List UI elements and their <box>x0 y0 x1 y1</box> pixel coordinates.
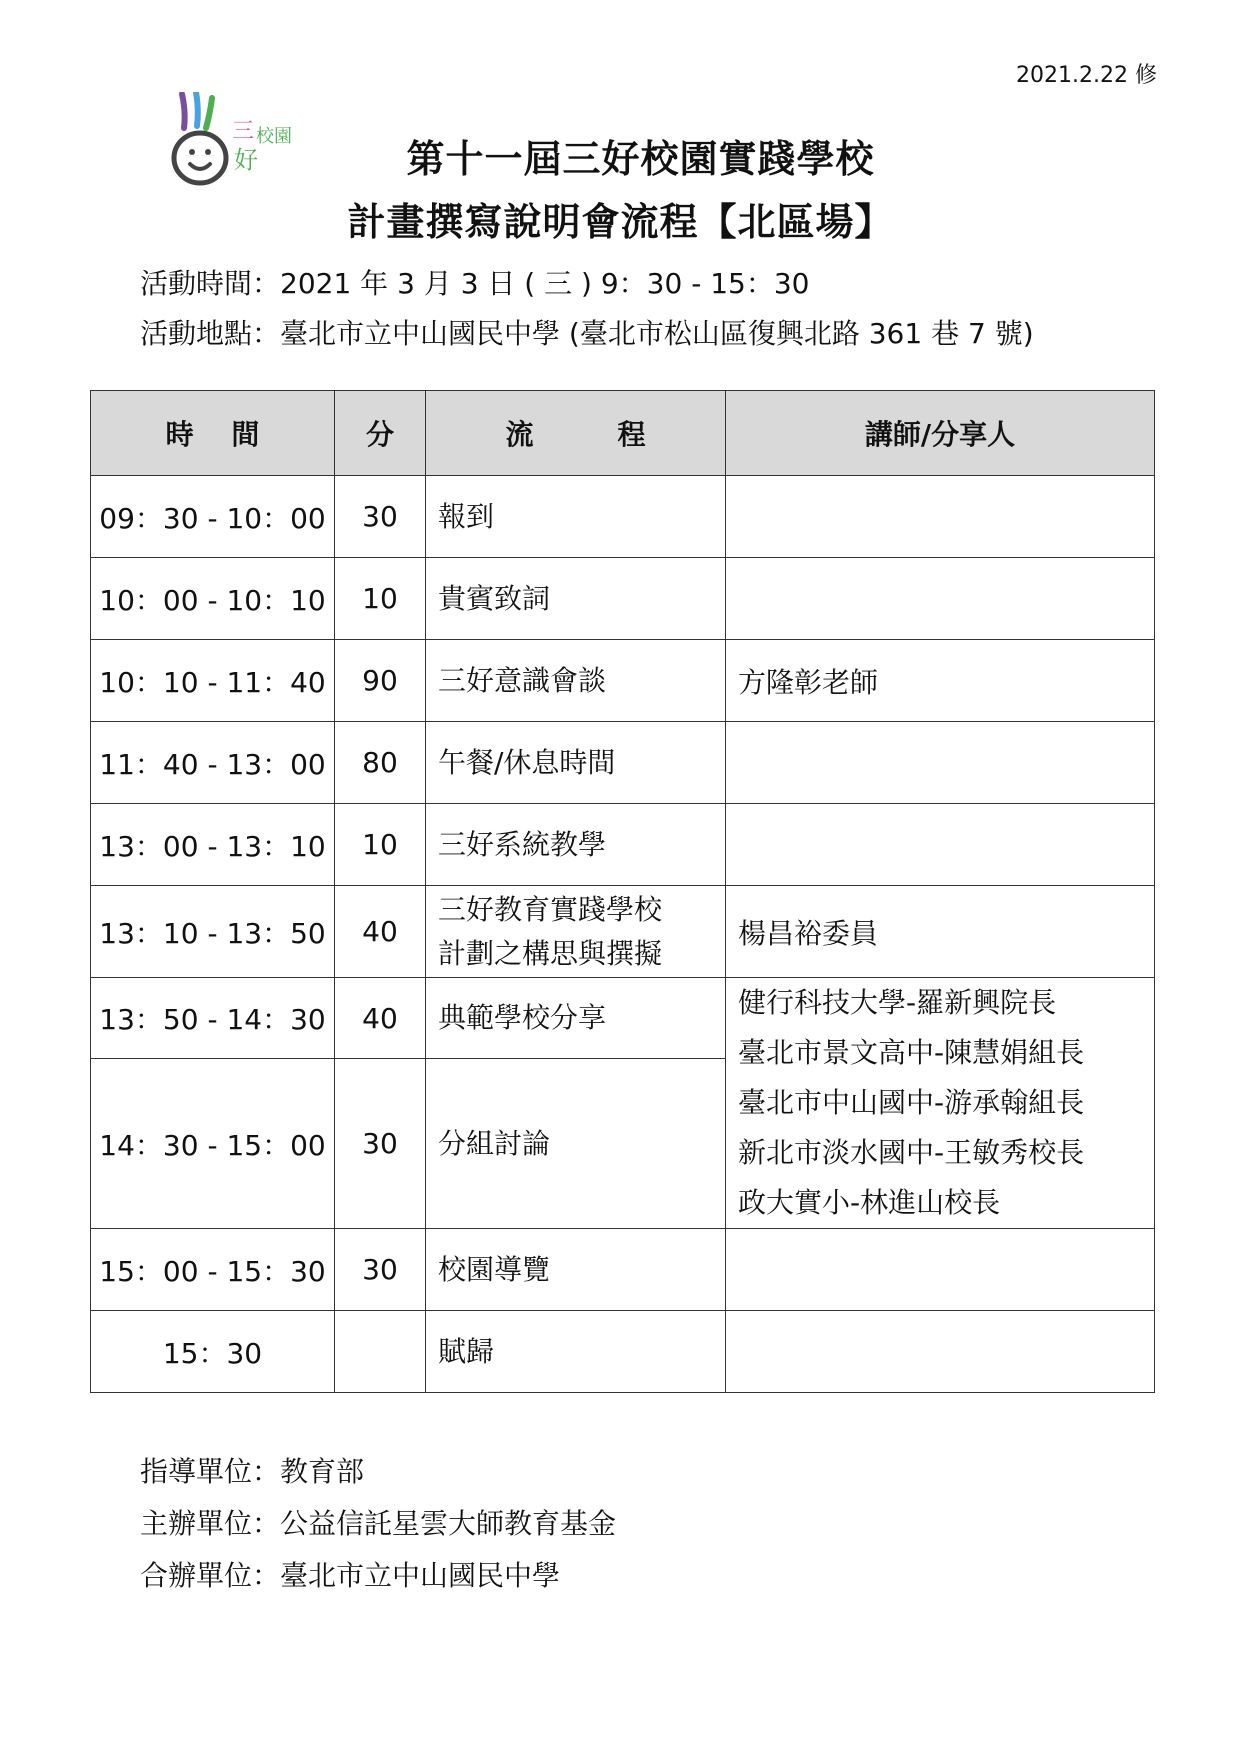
guide-unit <box>140 1450 364 1490</box>
event-place-value: 臺北市立中山國民中學 (臺北市松山區復興北路 361 巷 7 號) <box>280 317 1034 350</box>
row-minutes: 30 <box>335 1059 426 1229</box>
table-row <box>91 886 1155 978</box>
row-time: 10：00 - 10：10 <box>91 558 335 640</box>
row-flow: 三好意識會談 <box>426 640 726 722</box>
cohost-unit-value: 臺北市立中山國民中學 <box>280 1559 561 1592</box>
row-time: 14：30 - 15：00 <box>91 1059 335 1229</box>
row-minutes: 90 <box>335 640 426 722</box>
row-speaker: 楊昌裕委員 <box>726 886 1155 978</box>
row-speaker <box>726 722 1155 804</box>
row-speaker <box>726 476 1155 558</box>
table-row <box>91 722 1155 804</box>
row-flow-line2: 計劃之構思與撰擬 <box>438 936 663 970</box>
row-minutes: 30 <box>335 476 426 558</box>
row-flow <box>426 886 726 978</box>
row-minutes <box>335 1311 426 1393</box>
speaker-line: 健行科技大學-羅新興院長 <box>738 986 1057 1019</box>
row-speaker <box>726 1311 1155 1393</box>
row-flow: 典範學校分享 <box>426 978 726 1059</box>
speaker-line: 新北市淡水國中-王敏秀校長 <box>738 1136 1085 1169</box>
row-time: 13：50 - 14：30 <box>91 978 335 1059</box>
row-time: 15：00 - 15：30 <box>91 1229 335 1311</box>
row-speaker <box>726 804 1155 886</box>
row-speaker <box>726 558 1155 640</box>
row-minutes: 40 <box>335 886 426 978</box>
guide-unit-value: 教育部 <box>280 1455 365 1488</box>
host-unit <box>140 1502 616 1542</box>
speaker-line: 臺北市中山國中-游承翰組長 <box>738 1086 1085 1119</box>
table-row <box>91 640 1155 722</box>
table-row <box>91 804 1155 886</box>
row-time: 15：30 <box>91 1311 335 1393</box>
row-time: 09：30 - 10：00 <box>91 476 335 558</box>
header-flow: 流 程 <box>426 391 726 476</box>
row-minutes: 10 <box>335 804 426 886</box>
row-time: 13：00 - 13：10 <box>91 804 335 886</box>
schedule-table <box>90 390 1155 1393</box>
speaker-line: 政大實小-林進山校長 <box>738 1186 1001 1219</box>
row-minutes: 10 <box>335 558 426 640</box>
row-time: 10：10 - 11：40 <box>91 640 335 722</box>
row-minutes: 40 <box>335 978 426 1059</box>
row-flow: 校園導覽 <box>426 1229 726 1311</box>
row-minutes: 30 <box>335 1229 426 1311</box>
row-speaker <box>726 1229 1155 1311</box>
guide-unit-label: 指導單位： <box>140 1455 281 1488</box>
event-time <box>140 262 809 302</box>
row-flow: 分組討論 <box>426 1059 726 1229</box>
page-title-line1: 第十一屆三好校園實踐學校 <box>406 137 875 181</box>
cohost-unit <box>140 1554 560 1594</box>
page-title-line2: 計畫撰寫說明會流程【北區場】 <box>347 200 894 244</box>
revision-date: 2021.2.22 修 <box>1016 63 1157 88</box>
event-time-value: 2021 年 3 月 3 日 ( 三 ) 9：30 - 15：30 <box>280 267 810 300</box>
row-flow-line1: 三好教育實踐學校 <box>438 892 663 926</box>
row-flow: 三好系統教學 <box>426 804 726 886</box>
row-flow: 報到 <box>426 476 726 558</box>
table-row <box>91 978 1155 1059</box>
row-time: 13：10 - 13：50 <box>91 886 335 978</box>
row-flow: 貴賓致詞 <box>426 558 726 640</box>
row-flow: 午餐/休息時間 <box>426 722 726 804</box>
table-row <box>91 1229 1155 1311</box>
event-place <box>140 312 1034 352</box>
header-speaker: 講師/分享人 <box>726 391 1155 476</box>
event-place-label: 活動地點： <box>140 317 281 350</box>
cohost-unit-label: 合辦單位： <box>140 1559 281 1592</box>
host-unit-value: 公益信託星雲大師教育基金 <box>280 1507 617 1540</box>
host-unit-label: 主辦單位： <box>140 1507 281 1540</box>
row-minutes: 80 <box>335 722 426 804</box>
row-flow: 賦歸 <box>426 1311 726 1393</box>
logo-text-campus: 校園 <box>256 126 292 147</box>
speaker-line: 臺北市景文高中-陳慧娟組長 <box>738 1036 1085 1069</box>
header-time: 時 間 <box>91 391 335 476</box>
logo-text-hao: 好 <box>234 146 258 174</box>
row-time: 11：40 - 13：00 <box>91 722 335 804</box>
logo-text-san: 三 <box>232 119 255 144</box>
table-row <box>91 1311 1155 1393</box>
event-time-label: 活動時間： <box>140 267 281 300</box>
table-row <box>91 558 1155 640</box>
table-header-row <box>91 391 1155 476</box>
shared-speakers-cell <box>726 978 1155 1229</box>
header-minutes: 分 <box>335 391 426 476</box>
table-row <box>91 476 1155 558</box>
row-speaker: 方隆彰老師 <box>726 640 1155 722</box>
